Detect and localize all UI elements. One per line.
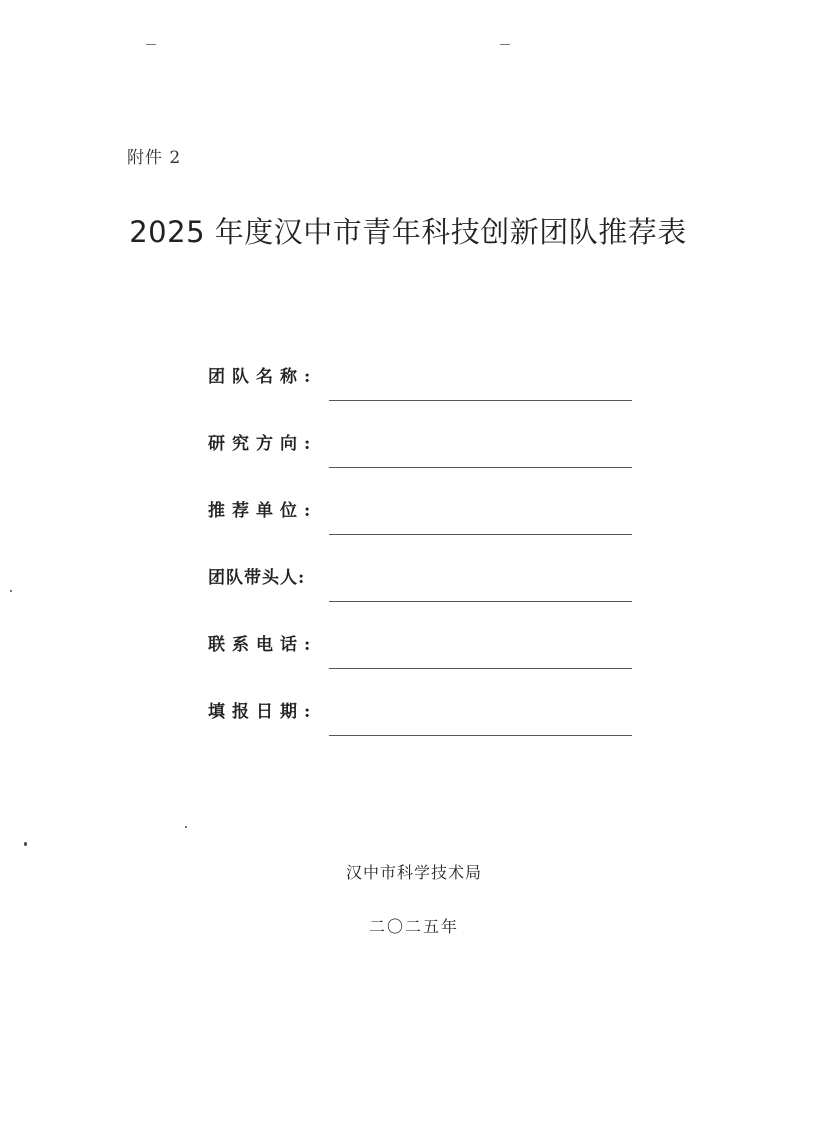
- field-label: 联系电话:: [208, 635, 318, 655]
- recommending-unit-input[interactable]: [329, 534, 632, 535]
- field-fill-date: [208, 697, 633, 737]
- field-contact-phone: [208, 630, 633, 670]
- team-leader-input[interactable]: [329, 601, 632, 602]
- issuing-authority: 汉中市科学技术局: [345, 863, 482, 882]
- document-title: 2025 年度汉中市青年科技创新团队推荐表: [129, 215, 687, 249]
- field-recommending-unit: [208, 496, 633, 536]
- issue-year: 二〇二五年: [368, 917, 459, 936]
- team-name-input[interactable]: [329, 400, 632, 401]
- scan-speck: [185, 826, 187, 828]
- field-research-direction: [208, 429, 633, 469]
- scan-speck: [10, 590, 12, 592]
- field-label: 填报日期:: [208, 702, 318, 722]
- fill-date-input[interactable]: [329, 735, 632, 736]
- attachment-label: 附件 2: [127, 148, 182, 168]
- research-direction-input[interactable]: [329, 467, 632, 468]
- field-label: 研究方向:: [208, 434, 318, 454]
- field-label: 团队名称:: [208, 367, 318, 387]
- field-label: 推荐单位:: [208, 501, 318, 521]
- field-label: 团队带头人:: [208, 568, 306, 588]
- field-team-name: [208, 362, 633, 402]
- scan-speck: [24, 842, 27, 846]
- field-team-leader: [208, 563, 633, 603]
- contact-phone-input[interactable]: [329, 668, 632, 669]
